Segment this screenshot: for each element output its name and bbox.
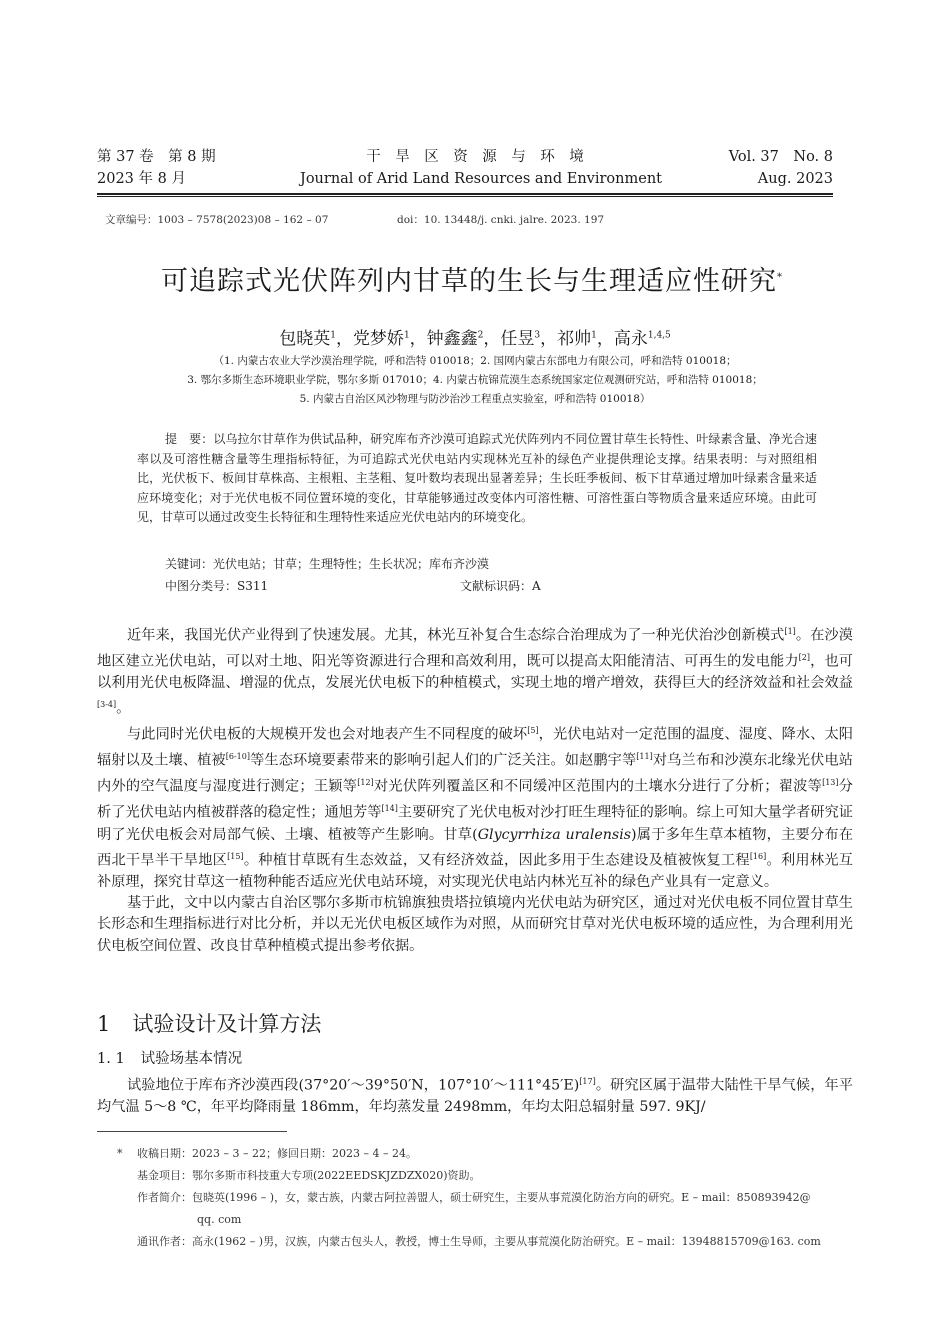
author-name: 钟鑫鑫 (426, 329, 478, 349)
author-affiliation-mark: 1 (403, 330, 410, 341)
fund-info: 基金项目：鄂尔多斯市科技重大专项(2022EEDSKJZDZX020)资助。 (137, 1169, 481, 1182)
volume-issue-en: Vol. 37 No. 8 (728, 149, 833, 165)
section-1-heading (97, 1008, 321, 1038)
author-affiliation-mark: 3 (534, 330, 541, 341)
citation[interactable]: [14] (381, 804, 398, 814)
clc-number (165, 577, 268, 594)
document-code (460, 577, 541, 594)
species-name: Glycyrrhiza uralensis (477, 826, 632, 843)
issue-date-en: Aug. 2023 (757, 171, 833, 187)
author-separator: ， (409, 329, 427, 349)
section-1-title: 试验设计及计算方法 (132, 1012, 322, 1036)
header-rule-top (97, 193, 833, 195)
intro-paragraph-3: 基于此，文中以内蒙古自治区鄂尔多斯市杭锦旗独贵塔拉镇境内光伏电站为研究区，通过对光伏电板不同位置甘草生长形态和生理指标进行对比分析，并以无光伏电板区域作为对照，从而研究甘草对光伏电板环境的适应性，为合理利用光伏电板空间位置、改良甘草种植模式提出参考依据。 (97, 895, 853, 954)
introduction (97, 621, 853, 957)
doi: doi：10. 13448/j. cnki. jalre. 2023. 197 (397, 214, 605, 226)
citation[interactable]: [6-10] (225, 752, 250, 762)
citation[interactable]: [13] (822, 778, 839, 788)
author-name: 包晓英 (279, 329, 331, 349)
author-bio: 作者简介：包晓英(1996 – )，女，蒙古族，内蒙古阿拉善盟人，硕士研究生，主要从事荒漠化防治方向的研究。E – mail：850893942@ (137, 1191, 811, 1204)
abstract (137, 430, 817, 528)
affiliation-line-3: 5. 内蒙古自治区风沙物理与防沙治沙工程重点实验室，呼和浩特 010018） (299, 393, 651, 405)
citation[interactable]: [5] (527, 726, 539, 736)
citation[interactable]: [2] (798, 653, 811, 663)
section-1-1-title: 试验场基本情况 (140, 1051, 243, 1067)
issue-date: 2023 年 8 月 (97, 171, 186, 187)
journal-title-cn: 干 旱 区 资 源 与 环 境 (366, 149, 584, 165)
keywords-label: 关键词： (165, 557, 214, 571)
title-footnote-mark: * (777, 272, 783, 283)
affiliation-line-2: 3. 鄂尔多斯生态环境职业学院，鄂尔多斯 017010；4. 内蒙古杭锦荒漠生态系统国家定位观测研究站，呼和浩特 010018； (187, 374, 763, 386)
section-1-number: 1 (97, 1012, 111, 1036)
author-bio-continued: qq. com (197, 1213, 242, 1226)
article-number: 文章编号：1003 – 7578(2023)08 – 162 – 07 (105, 214, 329, 226)
citation[interactable]: [11] (636, 752, 653, 762)
citation[interactable]: [16] (749, 851, 767, 861)
section-1-1-body (97, 1071, 853, 1118)
affiliation-line-1: （1. 内蒙古农业大学沙漠治理学院，呼和浩特 010018；2. 国网内蒙古东部电力有限公司，呼和浩特 010018； (213, 355, 737, 367)
clc-value: S311 (237, 579, 269, 593)
author-affiliation-mark: 1 (330, 330, 336, 341)
volume-issue: 第 37 卷 第 8 期 (97, 149, 216, 165)
author-separator: ， (483, 329, 501, 349)
author-name: 高永 (613, 329, 648, 349)
author-name: 党梦娇 (352, 329, 404, 349)
keywords-text: 光伏电站；甘草；生理特性；生长状况；库布齐沙漠 (213, 557, 490, 571)
section-1-1-heading (97, 1047, 242, 1068)
received-date: 收稿日期：2023 – 3 – 22；修回日期：2023 – 4 – 24。 (137, 1147, 417, 1160)
author-affiliation-mark: 1 (591, 330, 597, 341)
author-list (97, 324, 853, 349)
author-name: 祁帅 (557, 329, 592, 349)
citation[interactable]: [12] (357, 778, 374, 788)
citation[interactable]: [1] (784, 627, 796, 636)
journal-title-en: Journal of Arid Land Resources and Environment (300, 171, 662, 187)
intro-paragraph-1: 近年来，我国光伏产业得到了快速发展。尤其，林光互补复合生态综合治理成为了一种光伏治沙创新模式[1]。在沙漠地区建立光伏电站，可以对土地、阳光等资源进行合理和高效利用，既可以提高太阳能清洁、可再生的发电能力[2]，也可以利用光伏电板降温、增湿的优点，发展光伏电板下的种植模式，实现土地的增产增效，获得巨大的经济效益和社会效益[3-4]。 (97, 627, 853, 718)
section-1-1-number: 1. 1 (97, 1051, 125, 1067)
footnotes (137, 1143, 857, 1253)
citation[interactable]: [15] (227, 851, 244, 861)
author-separator: ， (596, 329, 614, 349)
footnote-rule (97, 1131, 287, 1132)
intro-paragraph-2: 与此同时光伏电板的大规模开发也会对地表产生不同程度的破坏[5]，光伏电站对一定范围的温度、湿度、降水、太阳辐射以及土壤、植被[6-10]等生态环境要素带来的影响引起人们的广泛关注。如赵鹏宇等[11]对乌兰布和沙漠东北缘光伏电站内外的空气温度与湿度进行测定；王颖等[12]对光伏阵列覆盖区和不同缓冲区范围内的土壤水分进行了分析；翟波等[13]分析了光伏电站内植被群落的稳定性；通旭芳等[14]主要研究了光伏电板对沙打旺生理特征的影响。综上可知大量学者研究证明了光伏电板会对局部气候、土壤、植被等产生影响。甘草(Glycyrrhiza uralensis)属于多年生草本植物，主要分布在西北干旱半干旱地区[15]。种植甘草既有生态效益，又有经济效益，因此多用于生态建设及植被恢复工程[16]。利用林光互补原理，探究甘草这一植物种能否适应光伏电站环境，对实现光伏电站内林光互补的绿色产业具有一定意义。 (97, 726, 854, 890)
author-affiliation-mark: 2 (477, 330, 484, 341)
corresponding-author: 通讯作者：高永(1962 – )男，汉族，内蒙古包头人，教授，博士生导师，主要从事荒漠化防治研究。E – mail：13948815709@163. com (137, 1235, 821, 1248)
author-separator: ， (540, 329, 558, 349)
author-name: 任昱 (500, 329, 535, 349)
footnote-mark: * (117, 1147, 123, 1160)
citation[interactable]: [3-4] (97, 700, 117, 710)
doc-code-label: 文献标识码： (460, 579, 533, 593)
author-affiliation-mark: 1,4,5 (647, 330, 671, 341)
keywords (165, 555, 489, 572)
header-rule-bottom (97, 196, 833, 197)
doc-code-value: A (532, 579, 541, 593)
paper-title (97, 259, 847, 298)
clc-label: 中图分类号： (165, 579, 238, 593)
abstract-label: 提 要： (165, 432, 214, 446)
author-separator: ， (335, 329, 353, 349)
section-1-1-paragraph: 试验地位于库布齐沙漠西段(37°20′～39°50′N，107°10′～111°45′E)[17]。研究区属于温带大陆性干旱气候，年平均气温 5～8 ℃，年平均降雨量 186mm，年均蒸发量 2498mm，年均太阳总辐射量 597. 9KJ/ (97, 1077, 853, 1116)
paper-title-text: 可追踪式光伏阵列内甘草的生长与生理适应性研究 (161, 266, 777, 297)
citation[interactable]: [17] (579, 1077, 596, 1086)
abstract-text: 以乌拉尔甘草作为供试品种，研究库布齐沙漠可追踪式光伏阵列内不同位置甘草生长特性、叶绿素含量、净光合速率以及可溶性糖含量等生理指标特征，为可追踪式光伏电站内实现林光互补的绿色产业提供理论支撑。结果表明：与对照组相比，光伏板下、板间甘草株高、主根粗、主茎粗、复叶数均表现出显著差异；生长旺季板间、板下甘草通过增加叶绿素含量来适应环境变化；对于光伏电板不同位置环境的变化，甘草能够通过改变体内可溶性糖、可溶性蛋白等物质含量来适应环境。由此可见，甘草可以通过改变生长特征和生理特性来适应光伏电站内的环境变化。 (137, 432, 817, 525)
